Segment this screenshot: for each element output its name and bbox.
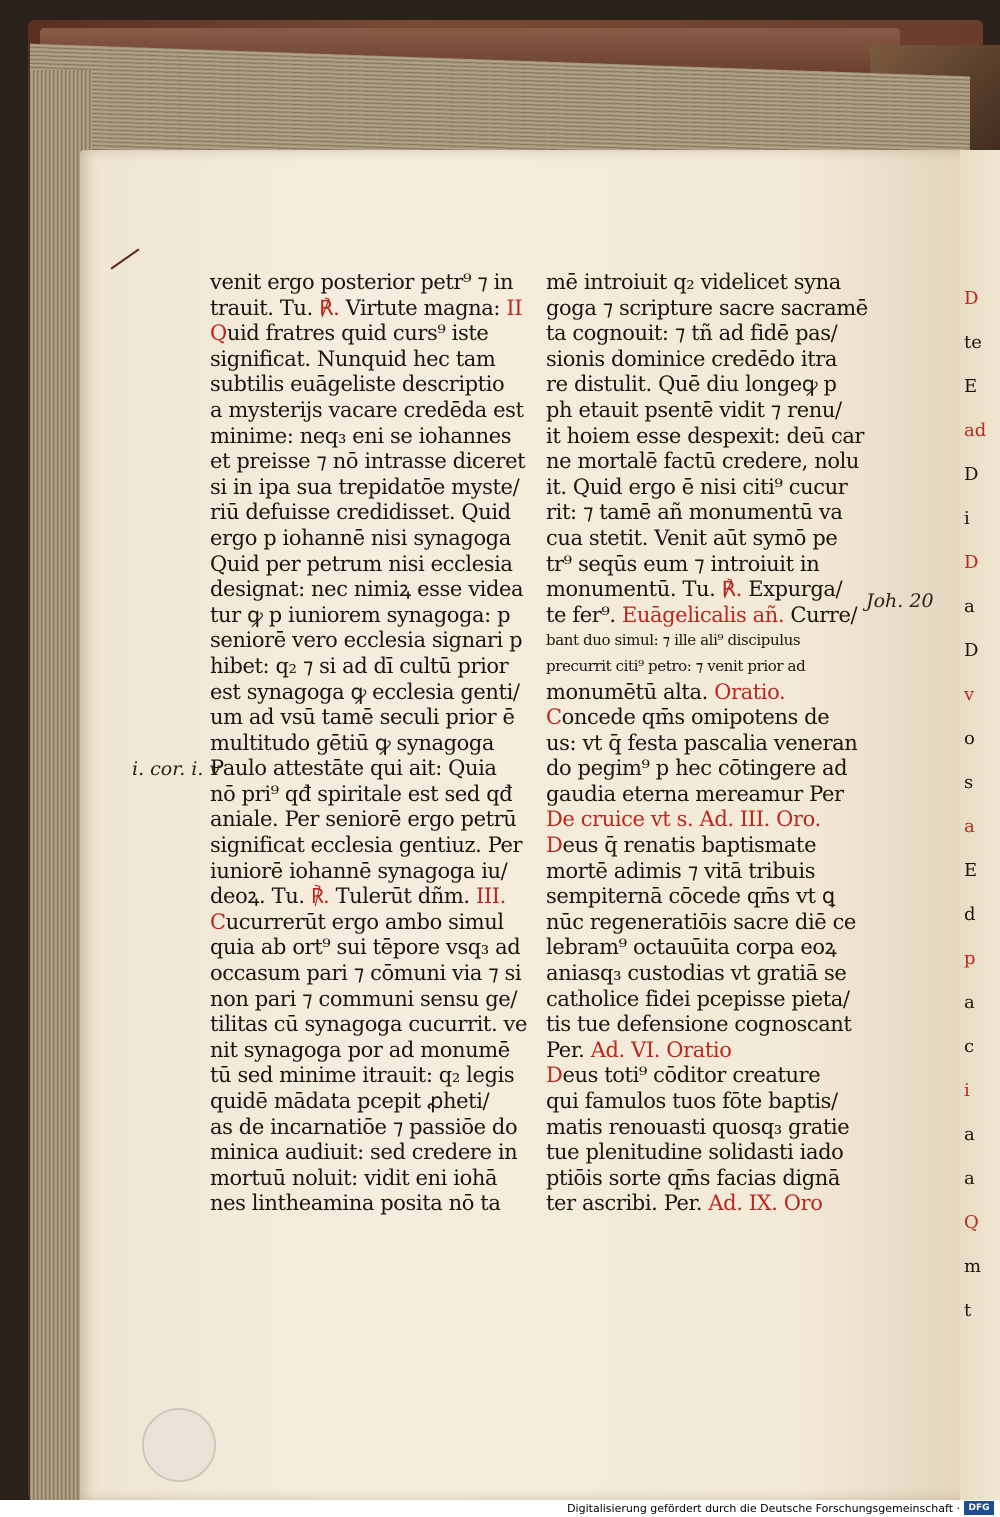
text-line: deoꝝ. Tu. ℟. Tulerūt dñm. III. [210, 884, 506, 909]
text-line: Quid per petrum nisi ecclesia [210, 551, 513, 576]
text-line: sempiternā cōcede qm̄s vt ꝗ [546, 884, 835, 909]
recto-fragment: i [964, 1080, 970, 1101]
text-line: qui famulos tuos fōte baptis/ [546, 1089, 838, 1113]
text-line: catholice fidei pcepisse pieta/ [546, 986, 850, 1011]
text-line: subtilis euāgeliste descriptio [210, 372, 505, 397]
text-line: iuniorē iohannē synagoga iu/ [210, 858, 508, 883]
text-line: re distulit. Quē diu longeꝙ p [546, 372, 837, 397]
text-line: quia ab ort⁹ sui tēpore vsq₃ ad [210, 935, 521, 960]
text-line: Paulo attestāte qui ait: Quia [210, 756, 497, 781]
recto-fragment: t [964, 1300, 972, 1321]
recto-fragment: a [964, 1124, 975, 1145]
text-line: tr⁹ seqūs eum ⁊ introiuit in [546, 551, 820, 576]
text-line: riū defuisse credidisset. Quid [210, 500, 511, 525]
text-line: quidē mādata pcepit ꝓheti/ [210, 1089, 490, 1113]
recto-fragment: D [964, 552, 979, 573]
text-line: as de incarnatiōe ⁊ passiōe do [210, 1114, 518, 1139]
text-line: mortuū noluit: vidit eni iohā [210, 1165, 498, 1190]
text-line: aniale. Per seniorē ergo petrū [210, 807, 517, 832]
recto-page-edge [960, 150, 1000, 1500]
recto-fragment: te [964, 332, 982, 353]
recto-fragment: D [964, 288, 979, 309]
text-line: si in ipa sua trepidatōe myste/ [210, 474, 520, 499]
recto-fragment: ad [964, 420, 987, 441]
recto-fragment: D [964, 464, 979, 485]
text-line: matis renouasti quosq₃ gratie [546, 1114, 850, 1139]
recto-fragment: E [964, 860, 978, 881]
text-line: sionis dominice credēdo itra [546, 346, 838, 371]
text-line: ter ascribi. Per. Ad. IX. Oro [546, 1191, 823, 1216]
text-line: do pegim⁹ p hec cōtingere ad [546, 756, 848, 781]
text-line: nō pri⁹ qđ spiritale est sed qđ [210, 781, 513, 806]
text-line: monumētū alta. Oratio. [546, 679, 786, 704]
text-line: rit: ⁊ tamē añ monumentū va [546, 500, 843, 525]
right-text-column [546, 270, 871, 1217]
footer-credit: Digitalisierung gefördert durch die Deutsche Forschungsgemeinschaft · [567, 1502, 960, 1515]
recto-fragment: a [964, 596, 975, 617]
text-line: mortē adimis ⁊ vitā tribuis [546, 858, 816, 883]
text-line: cua stetit. Venit aūt symō pe [546, 525, 838, 550]
text-line: gaudia eterna mereamur Per [546, 781, 844, 806]
text-line: Per. Ad. VI. Oratio [546, 1037, 732, 1062]
recto-fragment: p [964, 948, 976, 969]
text-line: ptiōis sorte qm̄s facias dignā [546, 1165, 841, 1190]
text-line: et preisse ⁊ nō intrasse diceret [210, 449, 526, 474]
recto-fragment: s [964, 772, 974, 793]
recto-fragment: i [964, 508, 970, 529]
text-line: goga ⁊ scripture sacre sacramē [546, 295, 868, 320]
text-line: it hoiem esse despexit: deū car [546, 423, 865, 448]
text-line: hibet: q₂ ⁊ si ad dī cultū prior [210, 653, 509, 678]
text-line: um ad vsū tamē seculi prior ē [210, 705, 515, 730]
recto-fragment: D [964, 640, 979, 661]
text-line: Deus q̄ renatis baptismate [546, 833, 817, 858]
recto-fragment: o [964, 728, 975, 749]
text-line: us: vt q̄ festa pascalia veneran [546, 730, 858, 755]
text-line: it. Quid ergo ē nisi citi⁹ cucur [546, 474, 848, 499]
text-line: Quid fratres quid curs⁹ iste [210, 321, 489, 346]
recto-fragment: a [964, 992, 975, 1013]
margin-note-left: i. cor. i. v [132, 758, 221, 780]
text-line: Concede qm̄s omipotens de [546, 705, 830, 730]
text-line: nes lintheamina posita nō ta [210, 1191, 501, 1216]
text-line: est synagoga ꝙ ecclesia genti/ [210, 679, 520, 704]
text-line: mē introiuit q₂ videlicet syna [546, 270, 841, 294]
text-line: De cruice vt s. Ad. III. Oro. [546, 807, 821, 832]
recto-fragment: c [964, 1036, 975, 1057]
text-line: venit ergo posterior petr⁹ ⁊ in [210, 270, 514, 294]
recto-fragment: E [964, 376, 978, 397]
text-line: tis tue defensione cognoscant [546, 1012, 852, 1037]
margin-note-right: Joh. 20 [866, 590, 934, 612]
text-line: tue plenitudine solidasti iado [546, 1140, 844, 1165]
text-line: tur ꝙ p iuniorem synagoga: p [210, 602, 511, 627]
recto-fragment: Q [964, 1212, 979, 1233]
recto-fragment: a [964, 816, 975, 837]
dfg-logo: DFG [964, 1501, 994, 1515]
text-line: multitudo gētiū ꝙ synagoga [210, 730, 495, 755]
text-line: tū sed minime itrauit: q₂ legis [210, 1063, 515, 1088]
text-line: ph etauit psentē vidit ⁊ renu/ [546, 397, 842, 422]
text-line: significat ecclesia gentiuz. Per [210, 833, 523, 858]
text-line: trauit. Tu. ℟. Virtute magna: II [210, 295, 523, 320]
text-line: minime: neq₃ eni se iohannes [210, 423, 512, 448]
text-line: tilitas cū synagoga cucurrit. ve [210, 1012, 528, 1037]
text-line: Deus toti⁹ cōditor creature [546, 1063, 821, 1088]
text-line: Cucurrerūt ergo ambo simul [210, 909, 504, 934]
text-line: aniasq₃ custodias vt gratiā se [546, 961, 847, 986]
text-line: precurrit citi⁹ petro: ⁊ venit prior ad [546, 656, 806, 675]
text-line: bant duo simul: ⁊ ille ali⁹ discipulus [546, 631, 801, 650]
left-text-column [210, 270, 540, 1217]
text-line: nit synagoga por ad monumē [210, 1037, 510, 1062]
text-line: designat: nec nimiꝝ esse videa [210, 577, 524, 602]
text-line: ergo p iohannē nisi synagoga [210, 525, 511, 550]
text-line: te fer⁹. Euāgelicalis añ. Curre/ [546, 602, 858, 627]
recto-fragment: a [964, 1168, 975, 1189]
recto-fragment: v [964, 684, 975, 705]
recto-fragment: d [964, 904, 976, 925]
text-line: significat. Nunquid hec tam [210, 346, 496, 371]
library-stamp [142, 1408, 216, 1482]
text-line: ta cognouit: ⁊ tñ ad fidē pas/ [546, 321, 838, 346]
recto-fragment: m [964, 1256, 982, 1277]
text-line: a mysterijs vacare credēda est [210, 397, 524, 422]
text-line: ne mortalē factū credere, nolu [546, 449, 860, 474]
text-line: lebram⁹ octauūita corpa eoꝝ [546, 935, 837, 960]
text-line: seniorē vero ecclesia signari p [210, 628, 523, 653]
text-line: monumentū. Tu. ℟. Expurga/ [546, 577, 843, 602]
text-line: minica audiuit: sed credere in [210, 1140, 518, 1165]
text-line: occasum pari ⁊ cōmuni via ⁊ si [210, 961, 522, 986]
text-line: nūc regeneratiōis sacre diē ce [546, 909, 856, 934]
text-line: non pari ⁊ communi sensu ge/ [210, 986, 517, 1011]
